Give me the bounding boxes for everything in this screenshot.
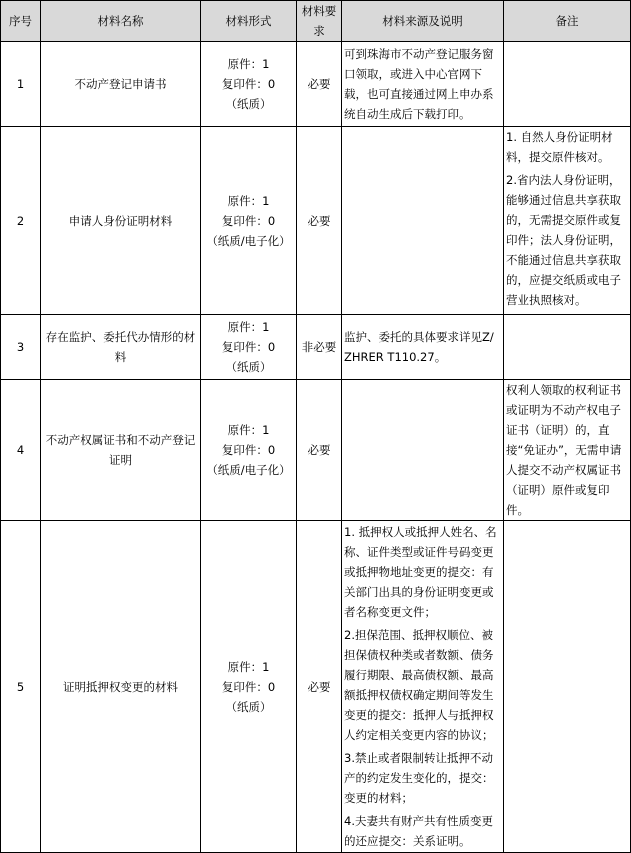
material-source [342, 380, 504, 521]
header-source: 材料来源及说明 [342, 1, 504, 42]
note-text: 2.省内法人身份证明，能够通过信息共享获取的，无需提交原件或复印件；法人身份证明，不能通过信息共享获取的，应提交纸质或电子营业执照核对。 [506, 173, 621, 307]
form-medium: （纸质） [225, 360, 272, 374]
header-note: 备注 [504, 1, 631, 42]
table-row [1, 127, 631, 315]
material-form [201, 127, 297, 315]
material-requirement: 必要 [297, 380, 342, 521]
note-text: 1. 自然人身份证明材料，提交原件核对。 [506, 130, 613, 164]
row-seq: 4 [1, 380, 41, 521]
table-row [1, 521, 631, 853]
source-text: 4.夫妻共有财产共有性质变更的还应提交：关系证明。 [344, 814, 493, 848]
material-requirement: 非必要 [297, 315, 342, 380]
material-form [201, 380, 297, 521]
material-name: 申请人身份证明材料 [41, 127, 201, 315]
material-name: 不动产权属证书和不动产登记证明 [41, 380, 201, 521]
source-text: 1. 抵押权人或抵押人姓名、名称、证件类型或证件号码变更或抵押物地址变更的提交：有关部门出具的身份证明变更或者名称变更文件； [344, 525, 497, 619]
material-note [504, 521, 631, 853]
material-name: 不动产登记申请书 [41, 42, 201, 127]
form-original: 原件：1 [227, 57, 270, 71]
form-copy: 复印件：0 [221, 340, 276, 354]
form-original: 原件：1 [227, 659, 270, 674]
form-medium: （纸质/电子化） [206, 233, 291, 248]
material-requirement: 必要 [297, 521, 342, 853]
form-copy: 复印件：0 [221, 77, 276, 91]
material-form [201, 42, 297, 127]
table-row [1, 315, 631, 380]
table-row [1, 42, 631, 127]
material-source [342, 315, 504, 380]
row-seq: 5 [1, 521, 41, 853]
material-note [504, 127, 631, 315]
material-name: 存在监护、委托代办情形的材料 [41, 315, 201, 380]
form-copy: 复印件：0 [221, 679, 276, 694]
source-text: 可到珠海市不动产登记服务窗口领取，或进入中心官网下载，也可直接通过网上申办系统自动生成后下载打印。 [344, 47, 494, 121]
form-medium: （纸质） [225, 699, 272, 714]
material-requirement: 必要 [297, 127, 342, 315]
material-note [504, 380, 631, 521]
row-seq: 2 [1, 127, 41, 315]
header-form: 材料形式 [201, 1, 297, 42]
material-source [342, 127, 504, 315]
form-medium: （纸质/电子化） [206, 463, 291, 477]
form-medium: （纸质） [225, 97, 272, 111]
header-seq: 序号 [1, 1, 41, 42]
row-seq: 1 [1, 42, 41, 127]
header-name: 材料名称 [41, 1, 201, 42]
source-text: 监护、委托的具体要求详见Z/ZHRER T110.27。 [344, 330, 494, 364]
header-requirement: 材料要求 [297, 1, 342, 42]
material-form [201, 315, 297, 380]
material-source [342, 42, 504, 127]
form-original: 原件：1 [227, 423, 270, 437]
form-copy: 复印件：0 [221, 443, 276, 457]
source-text: 2.担保范围、抵押权顺位、被担保债权种类或者数额、债务履行期限、最高债权额、最高额抵押权债权确定期间等发生变更的提交：抵押人与抵押权人约定相关变更内容的协议； [344, 628, 494, 742]
material-source [342, 521, 504, 853]
table-row [1, 380, 631, 521]
material-note [504, 315, 631, 380]
form-original: 原件：1 [227, 320, 270, 334]
row-seq: 3 [1, 315, 41, 380]
source-text: 3.禁止或者限制转让抵押不动产的约定发生变化的，提交：变更的材料； [344, 751, 494, 805]
header-row [1, 1, 631, 42]
material-note [504, 42, 631, 127]
note-text: 权利人领取的权利证书或证明为不动产权电子证书（证明）的，直接“免证办”，无需申请人提交不动产权属证书（证明）原件或复印件。 [506, 383, 622, 517]
material-name: 证明抵押权变更的材料 [41, 521, 201, 853]
form-original: 原件：1 [227, 193, 270, 208]
material-requirement: 必要 [297, 42, 342, 127]
form-copy: 复印件：0 [221, 213, 276, 228]
material-form [201, 521, 297, 853]
